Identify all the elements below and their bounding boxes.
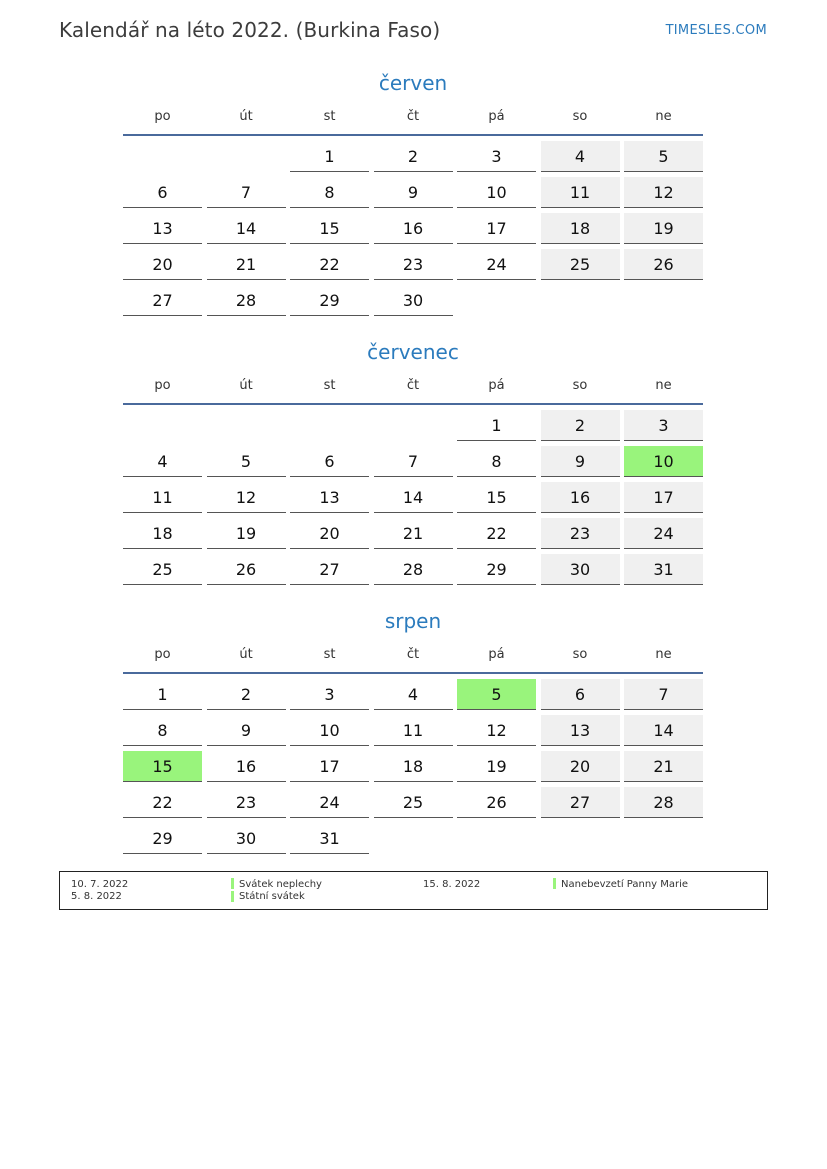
legend-name-1: Svátek neplechy <box>239 879 322 890</box>
weekday-label: st <box>323 378 336 393</box>
day-cell: 10 <box>290 715 369 746</box>
day-cell: 4 <box>374 679 453 710</box>
day-cell: 11 <box>374 715 453 746</box>
day-cell: 29 <box>290 285 369 316</box>
empty-cell <box>457 823 536 854</box>
day-cell: 22 <box>290 249 369 280</box>
day-cell: 18 <box>374 751 453 782</box>
day-cell: 12 <box>207 482 286 513</box>
day-cell: 26 <box>624 249 703 280</box>
weekday-label: čt <box>406 378 420 393</box>
empty-cell <box>290 410 369 441</box>
week-row <box>123 715 703 746</box>
week-row <box>123 410 703 441</box>
day-cell: 3 <box>290 679 369 710</box>
day-cell: 16 <box>374 213 453 244</box>
day-cell: 1 <box>290 141 369 172</box>
day-cell: 19 <box>624 213 703 244</box>
weekday-label: po <box>154 109 171 124</box>
day-cell: 12 <box>624 177 703 208</box>
day-cell: 21 <box>624 751 703 782</box>
day-cell: 30 <box>374 285 453 316</box>
month-block <box>123 69 703 321</box>
day-cell: 16 <box>207 751 286 782</box>
day-cell: 15 <box>290 213 369 244</box>
weekday-label: út <box>239 109 253 124</box>
day-cell: 8 <box>123 715 202 746</box>
day-cell: 14 <box>207 213 286 244</box>
week-row <box>123 213 703 244</box>
day-cell: 10 <box>624 446 703 477</box>
month-name: červenec <box>367 340 459 364</box>
weekday-label: ne <box>655 647 672 662</box>
empty-cell <box>457 285 536 316</box>
empty-cell <box>374 823 453 854</box>
week-row <box>123 446 703 477</box>
month-block <box>123 338 703 590</box>
day-cell: 27 <box>123 285 202 316</box>
day-cell: 28 <box>374 554 453 585</box>
day-cell: 23 <box>207 787 286 818</box>
empty-cell <box>207 141 286 172</box>
day-cell: 25 <box>374 787 453 818</box>
day-cell: 10 <box>457 177 536 208</box>
legend-date-1: 10. 7. 2022 <box>71 879 129 890</box>
empty-cell <box>123 141 202 172</box>
weekday-label: čt <box>406 647 420 662</box>
day-cell: 24 <box>290 787 369 818</box>
day-cell: 25 <box>541 249 620 280</box>
day-cell: 16 <box>541 482 620 513</box>
legend-marker-3 <box>553 878 556 889</box>
day-cell: 18 <box>541 213 620 244</box>
day-cell: 19 <box>457 751 536 782</box>
week-row <box>123 285 703 316</box>
weekday-header <box>123 377 703 405</box>
day-cell: 3 <box>457 141 536 172</box>
day-cell: 2 <box>541 410 620 441</box>
empty-cell <box>624 285 703 316</box>
weekday-label: pá <box>488 109 505 124</box>
empty-cell <box>541 285 620 316</box>
day-cell: 8 <box>457 446 536 477</box>
day-cell: 21 <box>207 249 286 280</box>
day-cell: 30 <box>541 554 620 585</box>
day-cell: 15 <box>457 482 536 513</box>
day-cell: 9 <box>541 446 620 477</box>
weekday-label: ne <box>655 109 672 124</box>
day-cell: 25 <box>123 554 202 585</box>
week-row <box>123 177 703 208</box>
day-cell: 26 <box>457 787 536 818</box>
day-cell: 7 <box>624 679 703 710</box>
day-cell: 21 <box>374 518 453 549</box>
week-row <box>123 141 703 172</box>
day-cell: 15 <box>123 751 202 782</box>
day-cell: 23 <box>541 518 620 549</box>
day-cell: 20 <box>123 249 202 280</box>
legend-name-3: Nanebevzetí Panny Marie <box>561 879 689 890</box>
weekday-label: po <box>154 647 171 662</box>
day-cell: 17 <box>457 213 536 244</box>
day-cell: 9 <box>374 177 453 208</box>
day-cell: 27 <box>290 554 369 585</box>
legend-date-2: 5. 8. 2022 <box>71 891 122 902</box>
day-cell: 12 <box>457 715 536 746</box>
weekday-label: st <box>323 109 336 124</box>
day-cell: 29 <box>457 554 536 585</box>
day-cell: 2 <box>374 141 453 172</box>
week-row <box>123 249 703 280</box>
day-cell: 31 <box>624 554 703 585</box>
day-cell: 2 <box>207 679 286 710</box>
empty-cell <box>541 823 620 854</box>
weekday-label: pá <box>488 378 505 393</box>
brand-link[interactable]: TIMESLES.COM <box>665 23 767 38</box>
day-cell: 5 <box>457 679 536 710</box>
weekday-label: po <box>154 378 171 393</box>
day-cell: 24 <box>457 249 536 280</box>
day-cell: 24 <box>624 518 703 549</box>
day-cell: 6 <box>541 679 620 710</box>
day-cell: 26 <box>207 554 286 585</box>
weekday-label: ne <box>655 378 672 393</box>
day-cell: 9 <box>207 715 286 746</box>
week-row <box>123 518 703 549</box>
day-cell: 17 <box>290 751 369 782</box>
day-cell: 8 <box>290 177 369 208</box>
day-cell: 19 <box>207 518 286 549</box>
day-cell: 23 <box>374 249 453 280</box>
day-cell: 14 <box>624 715 703 746</box>
day-cell: 20 <box>290 518 369 549</box>
day-cell: 14 <box>374 482 453 513</box>
page-title: Kalendář na léto 2022. (Burkina Faso) <box>59 18 441 42</box>
day-cell: 13 <box>541 715 620 746</box>
empty-cell <box>374 410 453 441</box>
week-row <box>123 554 703 585</box>
day-cell: 7 <box>207 177 286 208</box>
day-cell: 22 <box>457 518 536 549</box>
day-cell: 6 <box>123 177 202 208</box>
weekday-label: so <box>572 109 588 124</box>
weekday-header <box>123 108 703 136</box>
weekday-header <box>123 646 703 674</box>
day-cell: 30 <box>207 823 286 854</box>
day-cell: 1 <box>457 410 536 441</box>
day-cell: 11 <box>541 177 620 208</box>
day-cell: 11 <box>123 482 202 513</box>
weekday-label: pá <box>488 647 505 662</box>
day-cell: 29 <box>123 823 202 854</box>
day-cell: 13 <box>123 213 202 244</box>
weekday-label: čt <box>406 109 420 124</box>
week-row <box>123 482 703 513</box>
month-name: červen <box>378 71 448 95</box>
weekday-label: út <box>239 647 253 662</box>
month-block <box>123 607 703 859</box>
day-cell: 1 <box>123 679 202 710</box>
legend-date-3: 15. 8. 2022 <box>423 879 481 890</box>
day-cell: 13 <box>290 482 369 513</box>
day-cell: 5 <box>207 446 286 477</box>
day-cell: 28 <box>207 285 286 316</box>
day-cell: 20 <box>541 751 620 782</box>
day-cell: 22 <box>123 787 202 818</box>
day-cell: 28 <box>624 787 703 818</box>
legend-marker-2 <box>231 891 234 902</box>
empty-cell <box>207 410 286 441</box>
empty-cell <box>624 823 703 854</box>
week-row <box>123 823 703 854</box>
week-row <box>123 787 703 818</box>
weekday-label: so <box>572 647 588 662</box>
month-name: srpen <box>384 609 442 633</box>
day-cell: 27 <box>541 787 620 818</box>
day-cell: 3 <box>624 410 703 441</box>
weekday-label: út <box>239 378 253 393</box>
day-cell: 5 <box>624 141 703 172</box>
day-cell: 31 <box>290 823 369 854</box>
legend-name-2: Státní svátek <box>239 891 305 902</box>
day-cell: 7 <box>374 446 453 477</box>
holiday-legend <box>59 871 768 910</box>
week-row <box>123 679 703 710</box>
day-cell: 4 <box>541 141 620 172</box>
day-cell: 17 <box>624 482 703 513</box>
weekday-label: so <box>572 378 588 393</box>
day-cell: 6 <box>290 446 369 477</box>
weekday-label: st <box>323 647 336 662</box>
empty-cell <box>123 410 202 441</box>
day-cell: 4 <box>123 446 202 477</box>
legend-marker-1 <box>231 878 234 889</box>
day-cell: 18 <box>123 518 202 549</box>
week-row <box>123 751 703 782</box>
